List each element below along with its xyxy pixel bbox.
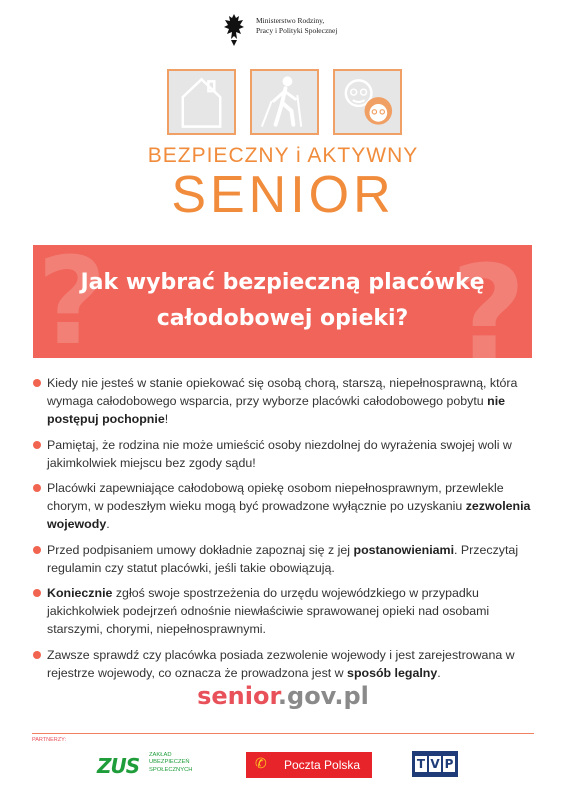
- senior-couple-icon: [333, 69, 402, 135]
- bullet-icon: [33, 441, 41, 449]
- footer-divider: [32, 733, 534, 734]
- title-banner: [33, 245, 532, 358]
- advice-list: [33, 374, 532, 682]
- advice-item: Kiedy nie jesteś w stanie opiekować się osobą chorą, starszą, niepełnosprawną, która wymaga całodobowego wsparcia, przy wyborze placówki całodobowego pobytu nie postępuj pochopnie!: [33, 374, 532, 429]
- poczta-polska-name: Poczta Polska: [284, 758, 361, 772]
- bullet-icon: [33, 589, 41, 597]
- website-link-domain: senior: [197, 682, 278, 710]
- poczta-polska-logo: [246, 752, 372, 778]
- post-horn-icon: ✆: [255, 756, 267, 772]
- partners-label: PARTNERZY:: [32, 737, 67, 743]
- page-title-line1: Jak wybrać bezpieczną placówkę: [80, 270, 485, 295]
- zus-logo-mark: ZUS: [97, 754, 140, 778]
- zus-logo: [97, 751, 217, 779]
- bullet-icon: [33, 484, 41, 492]
- walking-senior-icon: [250, 69, 319, 135]
- advice-item: Przed podpisaniem umowy dokładnie zapoznaj się z jej postanowieniami. Przeczytaj regulamin czy statut placówki, jeśli takie obowiązują.: [33, 541, 532, 577]
- ministry-name-line1: Ministerstwo Rodziny,: [256, 16, 325, 25]
- tvp-logo: T V P: [412, 751, 458, 777]
- bullet-icon: [33, 651, 41, 659]
- brand-tagline: BEZPIECZNY i AKTYWNY: [147, 144, 419, 167]
- advice-item: Pamiętaj, że rodzina nie może umieścić osoby niezdolnej do wyrażenia swojej woli w jakimkolwiek miejscu bez zgody sądu!: [33, 436, 532, 472]
- website-link[interactable]: [0, 682, 566, 710]
- advice-item: Koniecznie zgłoś swoje spostrzeżenia do urzędu wojewódzkiego w przypadku jakichkolwiek podejrzeń odnośnie niewłaściwie sprawowanej opieki nad osobami starszymi, chorymi, niepełnosprawnymi.: [33, 584, 532, 639]
- house-icon: [167, 69, 236, 135]
- ministry-name: [256, 16, 337, 36]
- bullet-icon: [33, 379, 41, 387]
- program-icons: [167, 69, 403, 135]
- question-mark-icon: ?: [450, 245, 526, 358]
- page-title: [33, 265, 532, 337]
- bullet-icon: [33, 546, 41, 554]
- eagle-emblem-icon: [222, 12, 246, 48]
- question-mark-icon: ?: [37, 245, 107, 358]
- website-link-tld: .gov.pl: [277, 682, 369, 710]
- ministry-name-line2: Pracy i Polityki Społecznej: [256, 26, 338, 35]
- advice-item: Zawsze sprawdź czy placówka posiada zezwolenie wojewody i jest zarejestrowana w rejestrze wojewody, co oznacza że prowadzona jest w sposób legalny.: [33, 646, 532, 682]
- brand-title: SENIOR: [171, 166, 395, 224]
- advice-item: Placówki zapewniające całodobową opiekę osobom niepełnosprawnym, przewlekle chorym, w podeszłym wieku mogą być prowadzone wyłącznie po uzyskaniu zezwolenia wojewody.: [33, 479, 532, 534]
- zus-logo-name: ZAKŁAD UBEZPIECZEŃ SPOŁECZNYCH: [149, 752, 193, 773]
- ministry-header: [222, 12, 362, 48]
- page-title-line2: całodobowej opieki?: [156, 306, 409, 331]
